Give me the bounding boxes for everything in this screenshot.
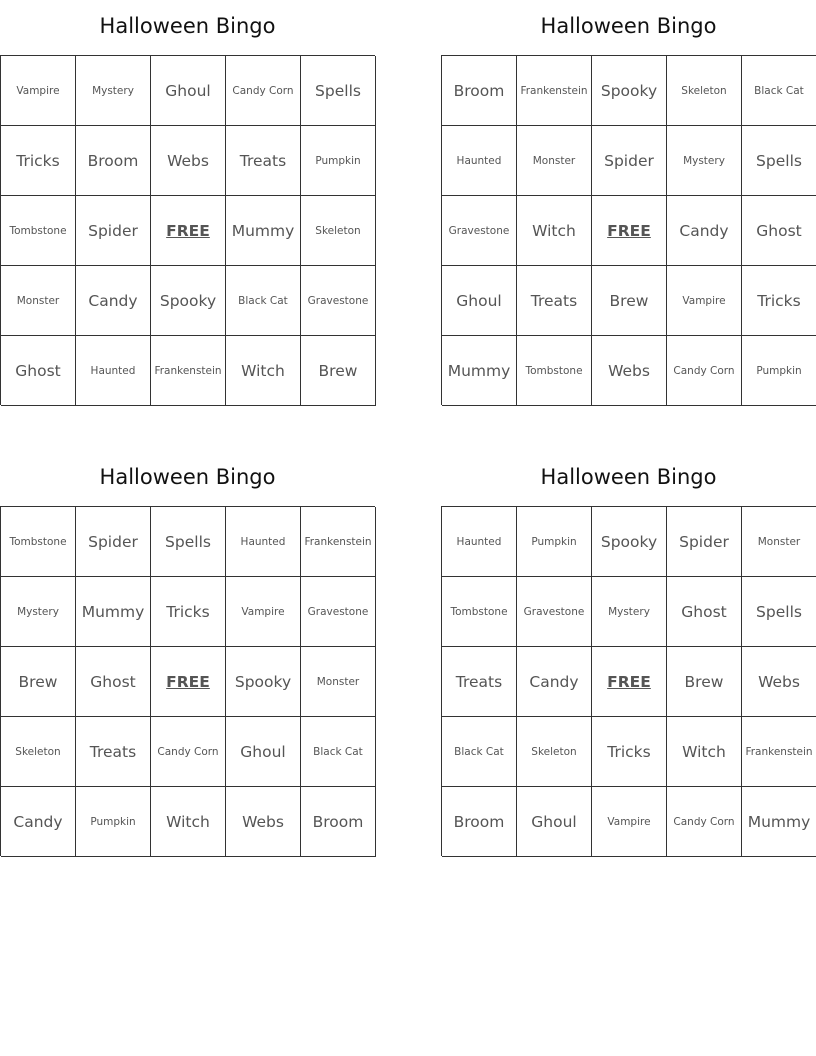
bingo-cell: Candy Corn (226, 56, 301, 126)
bingo-cell: Broom (442, 787, 517, 857)
bingo-cell: Spooky (226, 647, 301, 717)
free-space: FREE (151, 647, 226, 717)
bingo-cell: Gravestone (301, 577, 376, 647)
bingo-cell: Broom (76, 126, 151, 196)
free-space: FREE (592, 196, 667, 266)
bingo-cell: Pumpkin (76, 787, 151, 857)
bingo-cell: Skeleton (517, 717, 592, 787)
bingo-cell: Ghost (76, 647, 151, 717)
bingo-cell: Black Cat (742, 56, 816, 126)
bingo-cell: Monster (742, 507, 816, 577)
bingo-cell: Tricks (151, 577, 226, 647)
bingo-cell: Candy (517, 647, 592, 717)
bingo-cell: Brew (301, 336, 376, 406)
bingo-cell: Tombstone (1, 196, 76, 266)
bingo-cell: Skeleton (301, 196, 376, 266)
bingo-cell: Candy Corn (667, 336, 742, 406)
bingo-cell: Brew (592, 266, 667, 336)
bingo-cell: Mummy (76, 577, 151, 647)
bingo-cell: Treats (226, 126, 301, 196)
bingo-cell: Treats (517, 266, 592, 336)
bingo-cell: Spooky (592, 507, 667, 577)
bingo-cell: Vampire (592, 787, 667, 857)
bingo-cell: Tombstone (517, 336, 592, 406)
bingo-cell: Ghoul (226, 717, 301, 787)
bingo-cell: Gravestone (517, 577, 592, 647)
free-space: FREE (151, 196, 226, 266)
bingo-card-2 (441, 0, 816, 405)
bingo-cell: Pumpkin (517, 507, 592, 577)
bingo-cell: Mystery (1, 577, 76, 647)
bingo-cell: Tombstone (1, 507, 76, 577)
bingo-cell: Spider (76, 196, 151, 266)
bingo-cell: Mystery (76, 56, 151, 126)
bingo-cell: Spells (742, 577, 816, 647)
bingo-cell: Haunted (76, 336, 151, 406)
bingo-grid (0, 506, 375, 856)
bingo-cell: Mummy (742, 787, 816, 857)
free-space: FREE (592, 647, 667, 717)
bingo-cell: Candy (1, 787, 76, 857)
bingo-cell: Mystery (667, 126, 742, 196)
bingo-cell: Mummy (226, 196, 301, 266)
bingo-grid (441, 506, 816, 856)
bingo-cell: Gravestone (301, 266, 376, 336)
bingo-card-4 (441, 451, 816, 856)
bingo-cell: Mystery (592, 577, 667, 647)
bingo-grid (0, 55, 375, 405)
bingo-cell: Spells (151, 507, 226, 577)
bingo-cell: Skeleton (1, 717, 76, 787)
bingo-cell: Webs (592, 336, 667, 406)
bingo-cell: Monster (517, 126, 592, 196)
bingo-cell: Pumpkin (742, 336, 816, 406)
bingo-cell: Witch (667, 717, 742, 787)
bingo-cell: Webs (742, 647, 816, 717)
bingo-cell: Vampire (1, 56, 76, 126)
bingo-cell: Webs (226, 787, 301, 857)
card-title: Halloween Bingo (99, 14, 276, 38)
bingo-cell: Ghost (1, 336, 76, 406)
bingo-cell: Frankenstein (151, 336, 226, 406)
bingo-cell: Spider (76, 507, 151, 577)
bingo-cell: Ghoul (151, 56, 226, 126)
card-title: Halloween Bingo (99, 465, 276, 489)
bingo-cell: Vampire (667, 266, 742, 336)
bingo-card-1 (0, 0, 375, 405)
bingo-cell: Treats (76, 717, 151, 787)
bingo-cell: Skeleton (667, 56, 742, 126)
bingo-cell: Monster (1, 266, 76, 336)
bingo-cell: Black Cat (301, 717, 376, 787)
bingo-card-3 (0, 451, 375, 856)
bingo-cell: Spells (301, 56, 376, 126)
bingo-cell: Treats (442, 647, 517, 717)
bingo-cell: Vampire (226, 577, 301, 647)
bingo-grid (441, 55, 816, 405)
bingo-cell: Pumpkin (301, 126, 376, 196)
bingo-cell: Candy Corn (151, 717, 226, 787)
bingo-cell: Tombstone (442, 577, 517, 647)
bingo-cell: Mummy (442, 336, 517, 406)
bingo-cell: Gravestone (442, 196, 517, 266)
bingo-cell: Ghost (667, 577, 742, 647)
bingo-cell: Haunted (442, 126, 517, 196)
bingo-cell: Broom (301, 787, 376, 857)
bingo-cell: Spooky (592, 56, 667, 126)
bingo-cell: Candy (76, 266, 151, 336)
card-title: Halloween Bingo (540, 465, 717, 489)
bingo-cell: Witch (151, 787, 226, 857)
bingo-cell: Broom (442, 56, 517, 126)
bingo-cell: Frankenstein (742, 717, 816, 787)
bingo-cell: Spells (742, 126, 816, 196)
bingo-cell: Candy Corn (667, 787, 742, 857)
card-title: Halloween Bingo (540, 14, 717, 38)
bingo-cell: Candy (667, 196, 742, 266)
bingo-cell: Witch (226, 336, 301, 406)
bingo-cell: Spider (592, 126, 667, 196)
bingo-cell: Spooky (151, 266, 226, 336)
bingo-cell: Webs (151, 126, 226, 196)
bingo-cell: Ghost (742, 196, 816, 266)
bingo-cell: Tricks (1, 126, 76, 196)
bingo-cell: Haunted (226, 507, 301, 577)
bingo-cell: Black Cat (442, 717, 517, 787)
bingo-cell: Ghoul (442, 266, 517, 336)
bingo-cell: Brew (667, 647, 742, 717)
bingo-cell: Monster (301, 647, 376, 717)
bingo-cell: Brew (1, 647, 76, 717)
bingo-cell: Frankenstein (301, 507, 376, 577)
bingo-cell: Spider (667, 507, 742, 577)
bingo-cell: Witch (517, 196, 592, 266)
bingo-cell: Haunted (442, 507, 517, 577)
bingo-cell: Black Cat (226, 266, 301, 336)
bingo-cell: Tricks (742, 266, 816, 336)
bingo-cell: Ghoul (517, 787, 592, 857)
bingo-cell: Frankenstein (517, 56, 592, 126)
bingo-cell: Tricks (592, 717, 667, 787)
